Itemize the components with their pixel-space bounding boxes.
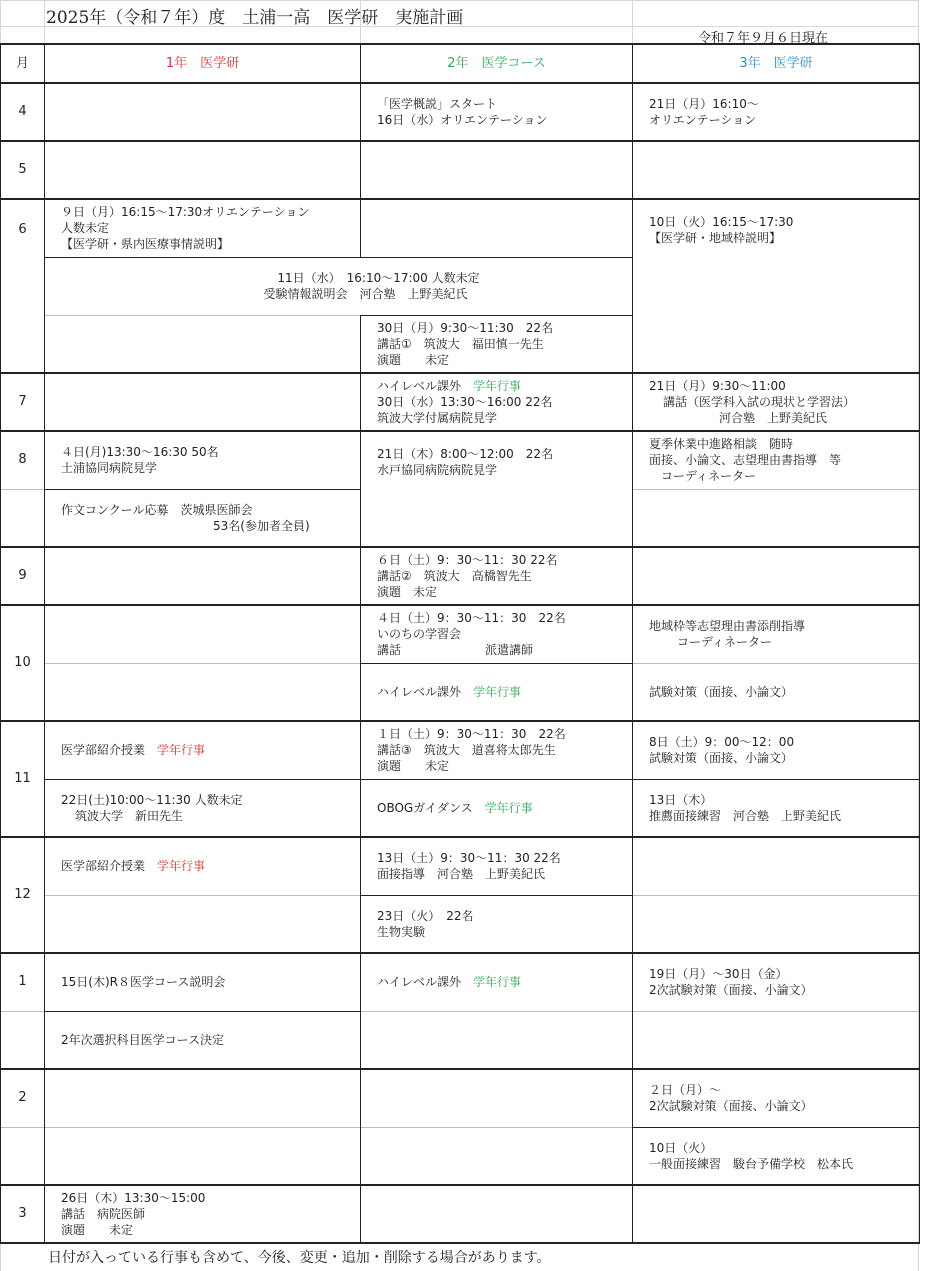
cell-y3: 21日（月）9:30～11:00 講話（医学科入試の現状と学習法） 河合塾 上野美紀氏 — [633, 373, 920, 431]
cell-y2 — [361, 141, 633, 199]
cell-y1-y2: 11日（水） 16:10～17:00 人数未定 受験情報説明会 河合塾 上野美紀氏 — [45, 257, 633, 315]
row-january — [1, 953, 920, 1011]
cell-y3: 19日（月）～30日（金） 2次試験対策（面接、小論文） — [633, 953, 920, 1011]
row-march — [1, 1185, 920, 1243]
month-label — [1, 1127, 45, 1185]
as-of-date: 令和７年９月６日現在 — [698, 31, 829, 46]
month-label: 12 — [1, 837, 45, 953]
header-year2: 2年 医学コース — [361, 44, 633, 83]
month-label: 1 — [1, 953, 45, 1011]
cell-y2 — [361, 1185, 633, 1243]
cell-y1: 22日(土)10:00～11:30 人数未定 筑波大学 新田先生 — [45, 779, 361, 837]
cell-y3 — [633, 1185, 920, 1243]
cell-y1 — [45, 663, 361, 721]
page-title: 2025年（令和７年）度 土浦一高 医学研 実施計画 — [46, 8, 464, 28]
cell-y3: 21日（月）16:10～ オリエンテーション — [633, 83, 920, 141]
cell-y2: １日（土）9：30～11：30 22名 講話③ 筑波大 道喜将太郎先生 演題 未定 — [361, 721, 633, 779]
schedule-table — [0, 43, 920, 1244]
row-february — [1, 1069, 920, 1127]
cell-y2: 21日（木）8:00～12:00 22名 水戸協同病院病院見学 — [361, 431, 633, 547]
cell-y3: 夏季休業中進路相談 随時 面接、小論文、志望理由書指導 等 コーディネーター — [633, 431, 920, 489]
cell-y1 — [45, 83, 361, 141]
sheet-gridline — [632, 0, 633, 43]
row-december-2 — [1, 895, 920, 953]
cell-y2 — [361, 1069, 633, 1127]
row-november-2 — [1, 779, 920, 837]
month-label — [1, 1011, 45, 1069]
month-label: 10 — [1, 605, 45, 721]
row-october — [1, 605, 920, 663]
month-label: 8 — [1, 431, 45, 489]
month-label: 3 — [1, 1185, 45, 1243]
cell-y1: 医学部紹介授業 学年行事 — [45, 837, 361, 895]
month-label — [1, 489, 45, 547]
month-label: 5 — [1, 141, 45, 199]
header-year1: 1年 医学研 — [45, 44, 361, 83]
cell-y1 — [45, 1127, 361, 1185]
cell-y1 — [45, 373, 361, 431]
row-january-2 — [1, 1011, 920, 1069]
cell-y3 — [633, 1011, 920, 1069]
month-label: 4 — [1, 83, 45, 141]
header-row — [1, 44, 920, 83]
cell-y3 — [633, 489, 920, 547]
cell-y1 — [45, 895, 361, 953]
cell-y1: 2年次選択科目医学コース決定 — [45, 1011, 361, 1069]
footnote: 日付が入っている行事も含めて、今後、変更・追加・削除する場合があります。 — [48, 1250, 551, 1266]
cell-y2: ハイレベル課外 学年行事 — [361, 663, 633, 721]
cell-y3: 10日（火）16:15～17:30 【医学研・地域枠説明】 — [633, 199, 920, 373]
cell-y3: 10日（火） 一般面接練習 駿台予備学校 松本氏 — [633, 1127, 920, 1185]
cell-y3 — [633, 837, 920, 895]
row-september — [1, 547, 920, 605]
cell-y2: ４日（土）9：30～11：30 22名 いのちの学習会 講話 派遣講師 — [361, 605, 633, 663]
row-november — [1, 721, 920, 779]
cell-y1 — [45, 315, 361, 373]
cell-y3: 8日（土）9：00～12：00 試験対策（面接、小論文） — [633, 721, 920, 779]
row-october-2 — [1, 663, 920, 721]
cell-y2: OBOGガイダンス 学年行事 — [361, 779, 633, 837]
cell-y2: 23日（火） 22名 生物実験 — [361, 895, 633, 953]
sheet-gridline — [44, 0, 45, 43]
row-august — [1, 431, 920, 489]
cell-y1 — [45, 1069, 361, 1127]
cell-y2: 30日（月）9:30～11:30 22名 講話① 筑波大 福田慎一先生 演題 未定 — [361, 315, 633, 373]
header-year3: 3年 医学研 — [633, 44, 920, 83]
row-february-2 — [1, 1127, 920, 1185]
cell-y2 — [361, 199, 633, 257]
cell-y1: ９日（月）16:15～17:30オリエンテーション 人数未定 【医学研・県内医療事情説明】 — [45, 199, 361, 257]
cell-y1: ４日(月)13:30～16:30 50名 土浦協同病院見学 — [45, 431, 361, 489]
sheet-gridline — [0, 0, 919, 1]
cell-y2: 13日（土）9：30～11：30 22名 面接指導 河合塾 上野美紀氏 — [361, 837, 633, 895]
cell-y1 — [45, 605, 361, 663]
cell-y2: ハイレベル課外 学年行事 30日（水）13:30～16:00 22名 筑波大学付属病院見学 — [361, 373, 633, 431]
month-label: 6 — [1, 199, 45, 373]
cell-y3: 地域枠等志望理由書添削指導 コーディネーター — [633, 605, 920, 663]
cell-y3 — [633, 547, 920, 605]
row-april — [1, 83, 920, 141]
cell-y3 — [633, 895, 920, 953]
cell-y1: 26日（木）13:30～15:00 講話 病院医師 演題 未定 — [45, 1185, 361, 1243]
month-label: 2 — [1, 1069, 45, 1127]
cell-y3: 13日（木） 推薦面接練習 河合塾 上野美紀氏 — [633, 779, 920, 837]
cell-y2: ハイレベル課外 学年行事 — [361, 953, 633, 1011]
cell-y3 — [633, 141, 920, 199]
cell-y1: 15日(木)R８医学コース説明会 — [45, 953, 361, 1011]
month-label: 7 — [1, 373, 45, 431]
month-label: 9 — [1, 547, 45, 605]
cell-y2: 「医学概説」スタート 16日（水）オリエンテーション — [361, 83, 633, 141]
cell-y2 — [361, 1127, 633, 1185]
cell-y1 — [45, 141, 361, 199]
row-may — [1, 141, 920, 199]
month-label: 11 — [1, 721, 45, 837]
cell-y1: 作文コンクール応募 茨城県医師会 53名(参加者全員) — [45, 489, 361, 547]
cell-y3: 試験対策（面接、小論文） — [633, 663, 920, 721]
row-july — [1, 373, 920, 431]
cell-y3: ２日（月）～ 2次試験対策（面接、小論文） — [633, 1069, 920, 1127]
row-december — [1, 837, 920, 895]
cell-y2: ６日（土）9：30～11：30 22名 講話② 筑波大 高橋智先生 演題 未定 — [361, 547, 633, 605]
row-june — [1, 199, 920, 257]
cell-y1: 医学部紹介授業 学年行事 — [45, 721, 361, 779]
cell-y1 — [45, 547, 361, 605]
header-month: 月 — [1, 44, 45, 83]
cell-y2 — [361, 1011, 633, 1069]
